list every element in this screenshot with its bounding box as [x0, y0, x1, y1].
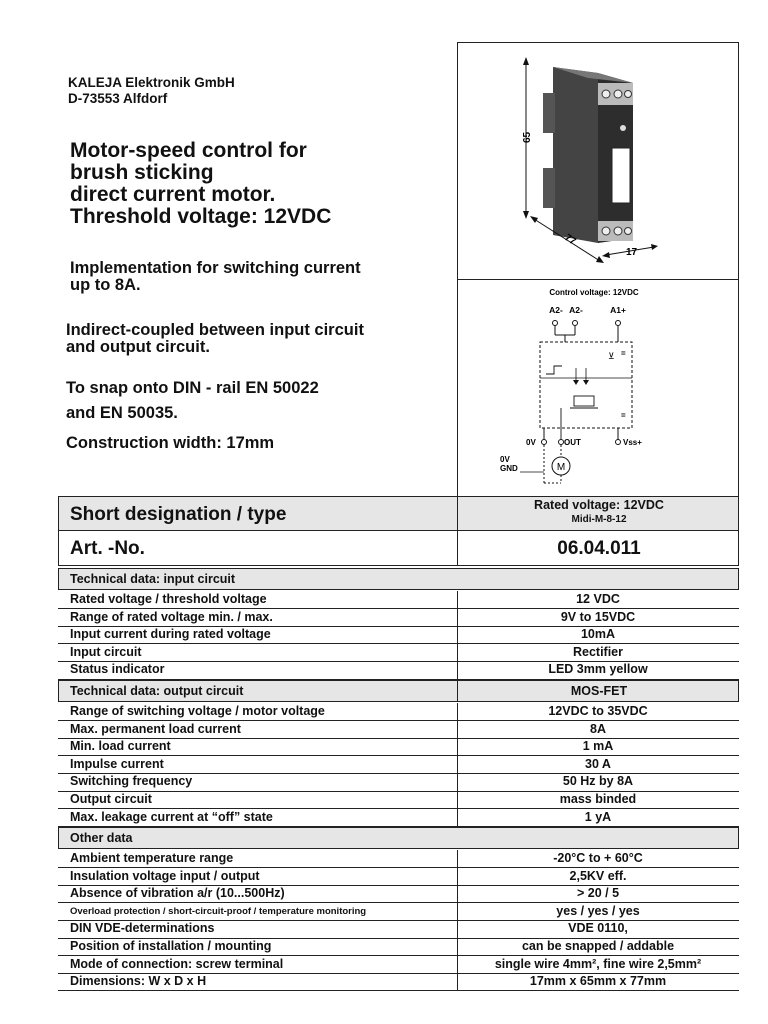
row-value: 8A	[590, 721, 606, 736]
art-no-value: 06.04.011	[557, 538, 641, 559]
dim-width-label: 17	[626, 247, 638, 258]
row-label: DIN VDE-determinations	[70, 921, 215, 936]
section-label: Technical data: output circuit	[70, 684, 244, 698]
row-value: 30 A	[585, 756, 611, 771]
terminal-a2-2: A2-	[569, 305, 583, 315]
section-value: MOS-FET	[570, 684, 628, 698]
row-label: Position of installation / mounting	[70, 939, 272, 953]
row-value: 1 yA	[584, 809, 612, 824]
row-label: Switching frequency	[70, 774, 193, 789]
row-value: LED 3mm yellow	[548, 662, 648, 677]
row-label: Range of rated voltage min. / max.	[70, 609, 273, 624]
table-row	[58, 973, 739, 991]
title-line: Threshold voltage: 12VDC	[70, 205, 332, 228]
company-name: KALEJA Elektronik GmbH	[68, 75, 235, 90]
terminal-out: OUT	[564, 438, 581, 447]
title-line: Motor-speed control for	[70, 139, 307, 162]
row-value: Rectifier	[572, 644, 624, 659]
row-value: 50 Hz by 8A	[562, 774, 634, 789]
din-text	[66, 376, 319, 426]
product-drawing-box	[457, 42, 739, 280]
row-value: 12VDC to 35VDC	[548, 704, 648, 718]
row-value: mass binded	[559, 792, 637, 806]
designation-row	[58, 496, 739, 531]
table-row	[58, 903, 739, 921]
table-row	[58, 791, 739, 809]
circuit-diagram	[458, 280, 738, 496]
eq-symbol-2: =	[621, 411, 626, 420]
row-label: Dimensions: W x D x H	[70, 974, 207, 989]
circuit-diagram-box	[457, 279, 739, 497]
row-value: 17mm x 65mm x 77mm	[529, 974, 667, 989]
row-label: Overload protection / short-circuit-proof / temperature monitoring	[70, 905, 367, 917]
table-row	[58, 626, 739, 644]
row-label: Input circuit	[70, 644, 142, 659]
product-drawing	[458, 43, 738, 279]
column-divider	[457, 591, 458, 679]
designation-label: Short designation / type	[70, 504, 287, 525]
table-row	[58, 938, 739, 956]
title-line: direct current motor.	[70, 183, 276, 206]
table-row	[58, 920, 739, 938]
row-value: yes / yes / yes	[556, 903, 640, 918]
table-row	[58, 809, 739, 827]
led-icon: ⊻	[608, 351, 615, 361]
row-divider	[58, 990, 739, 991]
implementation-line: Implementation for switching current	[70, 259, 361, 277]
row-label: Range of switching voltage / motor voltage	[70, 704, 325, 718]
row-value: 1 mA	[582, 739, 614, 754]
construction-width: Construction width: 17mm	[66, 434, 275, 452]
row-value: 12 VDC	[576, 592, 620, 606]
row-label: Max. leakage current at “off” state	[70, 809, 273, 824]
company-block	[68, 75, 235, 107]
table-row	[58, 868, 739, 886]
gnd-label-1: 0V	[500, 455, 510, 464]
row-value: 10mA	[580, 627, 616, 642]
table-row	[58, 591, 739, 609]
row-value: can be snapped / addable	[521, 939, 675, 953]
row-label: Insulation voltage input / output	[70, 868, 260, 883]
eq-symbol-1: =	[621, 349, 626, 358]
coupling-text	[66, 322, 364, 356]
terminal-a2-1: A2-	[549, 305, 563, 315]
table-row	[58, 885, 739, 903]
row-label: Absence of vibration a/r (10...500Hz)	[70, 886, 285, 901]
din-line: and EN 50035.	[66, 404, 178, 422]
table-row	[58, 956, 739, 974]
row-value: 2,5KV eff.	[569, 868, 627, 883]
row-label: Min. load current	[70, 739, 171, 754]
type-designation: Midi-M-8-12	[571, 514, 627, 525]
din-line: To snap onto DIN - rail EN 50022	[66, 379, 319, 397]
row-label: Max. permanent load current	[70, 721, 241, 736]
circuit-title: Control voltage: 12VDC	[549, 288, 639, 297]
column-divider	[457, 703, 458, 826]
table-row	[58, 721, 739, 739]
dim-depth-label: 77	[562, 232, 578, 248]
dim-height-label: 65	[522, 131, 533, 143]
table-row	[58, 850, 739, 868]
table-row	[58, 703, 739, 721]
terminal-vss: Vss+	[623, 438, 642, 447]
rated-voltage-header: Rated voltage: 12VDC	[534, 498, 664, 512]
row-label: Rated voltage / threshold voltage	[70, 592, 267, 606]
title-line: brush sticking	[70, 161, 214, 184]
terminal-0v: 0V	[526, 438, 536, 447]
implementation-line: up to 8A.	[70, 276, 141, 294]
section-label: Technical data: input circuit	[70, 572, 236, 586]
gnd-label-2: GND	[500, 464, 518, 473]
implementation-text	[70, 260, 361, 294]
row-value: 9V to 15VDC	[560, 609, 636, 624]
section-label: Other data	[70, 831, 133, 845]
table-row	[58, 644, 739, 662]
column-divider	[457, 850, 458, 991]
row-label: Output circuit	[70, 792, 152, 806]
table-row	[58, 756, 739, 774]
row-label: Mode of connection: screw terminal	[70, 956, 284, 971]
terminal-a1: A1+	[610, 305, 626, 315]
row-value: > 20 / 5	[576, 886, 620, 901]
coupling-line: and output circuit.	[66, 338, 210, 356]
row-label: Status indicator	[70, 662, 165, 677]
table-row	[58, 738, 739, 756]
art-no-row	[58, 531, 739, 566]
company-address: D-73553 Alfdorf	[68, 91, 168, 106]
product-title	[70, 140, 331, 228]
section-output	[58, 680, 739, 702]
table-row	[58, 609, 739, 627]
table-row	[58, 661, 739, 679]
row-value: VDE 0110,	[568, 921, 628, 936]
section-other	[58, 827, 739, 849]
row-value: single wire 4mm², fine wire 2,5mm²	[494, 956, 702, 971]
row-label: Impulse current	[70, 756, 164, 771]
section-input	[58, 568, 739, 590]
row-value: -20°C to + 60°C	[553, 851, 643, 865]
row-label: Input current during rated voltage	[70, 627, 271, 642]
coupling-line: Indirect-coupled between input circuit	[66, 321, 364, 339]
art-no-label: Art. -No.	[70, 538, 145, 559]
table-row	[58, 773, 739, 791]
motor-icon: M	[556, 462, 566, 473]
row-label: Ambient temperature range	[70, 851, 234, 865]
